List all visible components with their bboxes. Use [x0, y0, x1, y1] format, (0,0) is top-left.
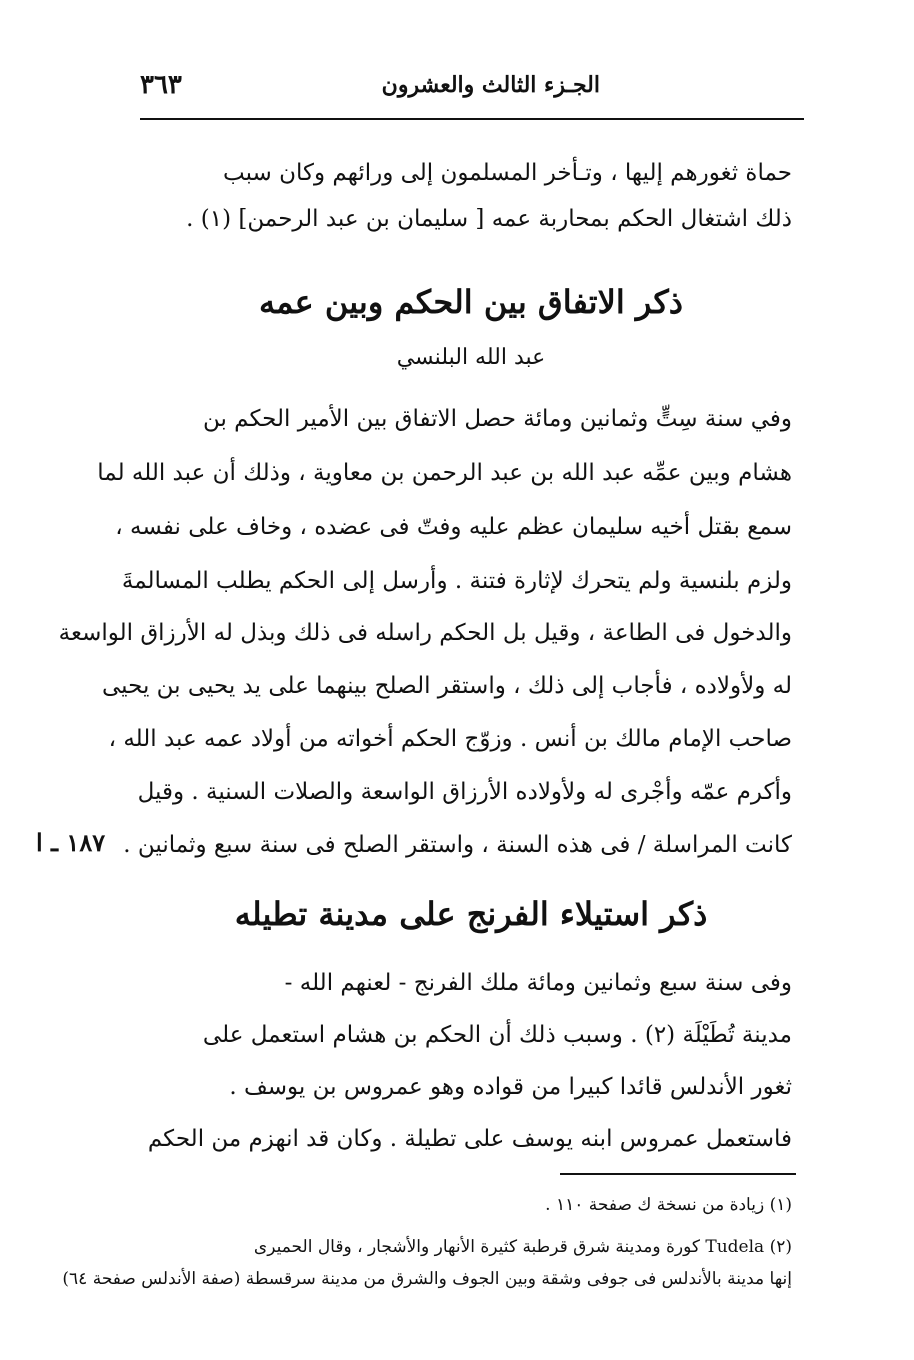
running-head: [140, 66, 800, 106]
text-line: والدخول فى الطاعة ، وقيل بل الحكم راسله فى ذلك وبذل له الأرزاق الواسعة: [58, 620, 792, 646]
text-line: له ولأولاده ، فأجاب إلى ذلك ، واستقر الصلح بينهما على يد يحيى بن يحيى: [102, 673, 792, 699]
text-line: ذلك اشتغال الحكم بمحاربة عمه [ سليمان بن عبد الرحمن] (١) .: [186, 206, 792, 232]
text-line: كانت المراسلة / فى هذه السنة ، واستقر الصلح فى سنة سبع وثمانين .: [123, 832, 792, 858]
section2-paragraph: [147, 966, 792, 1156]
section-subheading: عبد الله البلنسي: [396, 345, 546, 370]
intro-paragraph: [150, 156, 792, 236]
text-line: هشام وبين عمِّه عبد الله بن عبد الرحمن بن معاوية ، وذلك أن عبد الله لما: [97, 460, 792, 486]
running-head-title: الجـزء الثالث والعشرون: [381, 72, 600, 98]
margin-folio-note: ١٨٧ ـ ا: [36, 828, 106, 857]
text-line: وأكرم عمّه وأجْرى له ولأولاده الأرزاق الواسعة والصلات السنية . وقيل: [137, 779, 792, 805]
header-rule: [140, 118, 804, 120]
footnote-1: (١) زيادة من نسخة ك صفحة ١١٠ .: [545, 1195, 792, 1215]
footnote-rule: [560, 1173, 796, 1175]
section-heading-tudela: ذكر استيلاء الفرنج على مدينة تطيله: [234, 895, 708, 933]
text-line: حماة ثغورهم إليها ، وتـأخر المسلمون إلى ورائهم وكان سبب: [223, 160, 792, 186]
section-heading-agreement: ذكر الاتفاق بين الحكم وبين عمه: [259, 283, 683, 321]
text-line: ثغور الأندلس قائدا كبيرا من قواده وهو عمروس بن يوسف .: [229, 1074, 792, 1100]
text-line: سمع بقتل أخيه سليمان عظم عليه وفتّ فى عضده ، وخاف على نفسه ،: [115, 514, 792, 540]
text-line: ولزم بلنسية ولم يتحرك لإثارة فتنة . وأرسل إلى الحكم يطلب المسالمةَ: [121, 568, 792, 594]
text-line: صاحب الإمام مالك بن أنس . وزوّج الحكم أخواته من أولاد عمه عبد الله ،: [108, 726, 792, 752]
page-number: ٣٦٣: [140, 70, 182, 100]
footnote-2-continued: إنها مدينة بالأندلس فى جوفى وشقة وبين الجوف والشرق من مدينة سرقسطة (صفة الأندلس صفحة ٦٤): [62, 1269, 792, 1289]
text-line: فاستعمل عمروس ابنه يوسف على تطيلة . وكان قد انهزم من الحكم: [147, 1126, 792, 1152]
footnote-2: (٢) Tudela كورة ومدينة شرق قرطبة كثيرة الأنهار والأشجار ، وقال الحميرى: [253, 1237, 792, 1257]
text-line: مدينة تُطَيْلَة (٢) . وسبب ذلك أن الحكم بن هشام استعمل على: [202, 1022, 792, 1048]
text-line: وفي سنة سِتٍّ وثمانين ومائة حصل الاتفاق بين الأمير الحكم بن: [202, 406, 792, 432]
text-line: وفى سنة سبع وثمانين ومائة ملك الفرنج - لعنهم الله -: [284, 970, 792, 996]
